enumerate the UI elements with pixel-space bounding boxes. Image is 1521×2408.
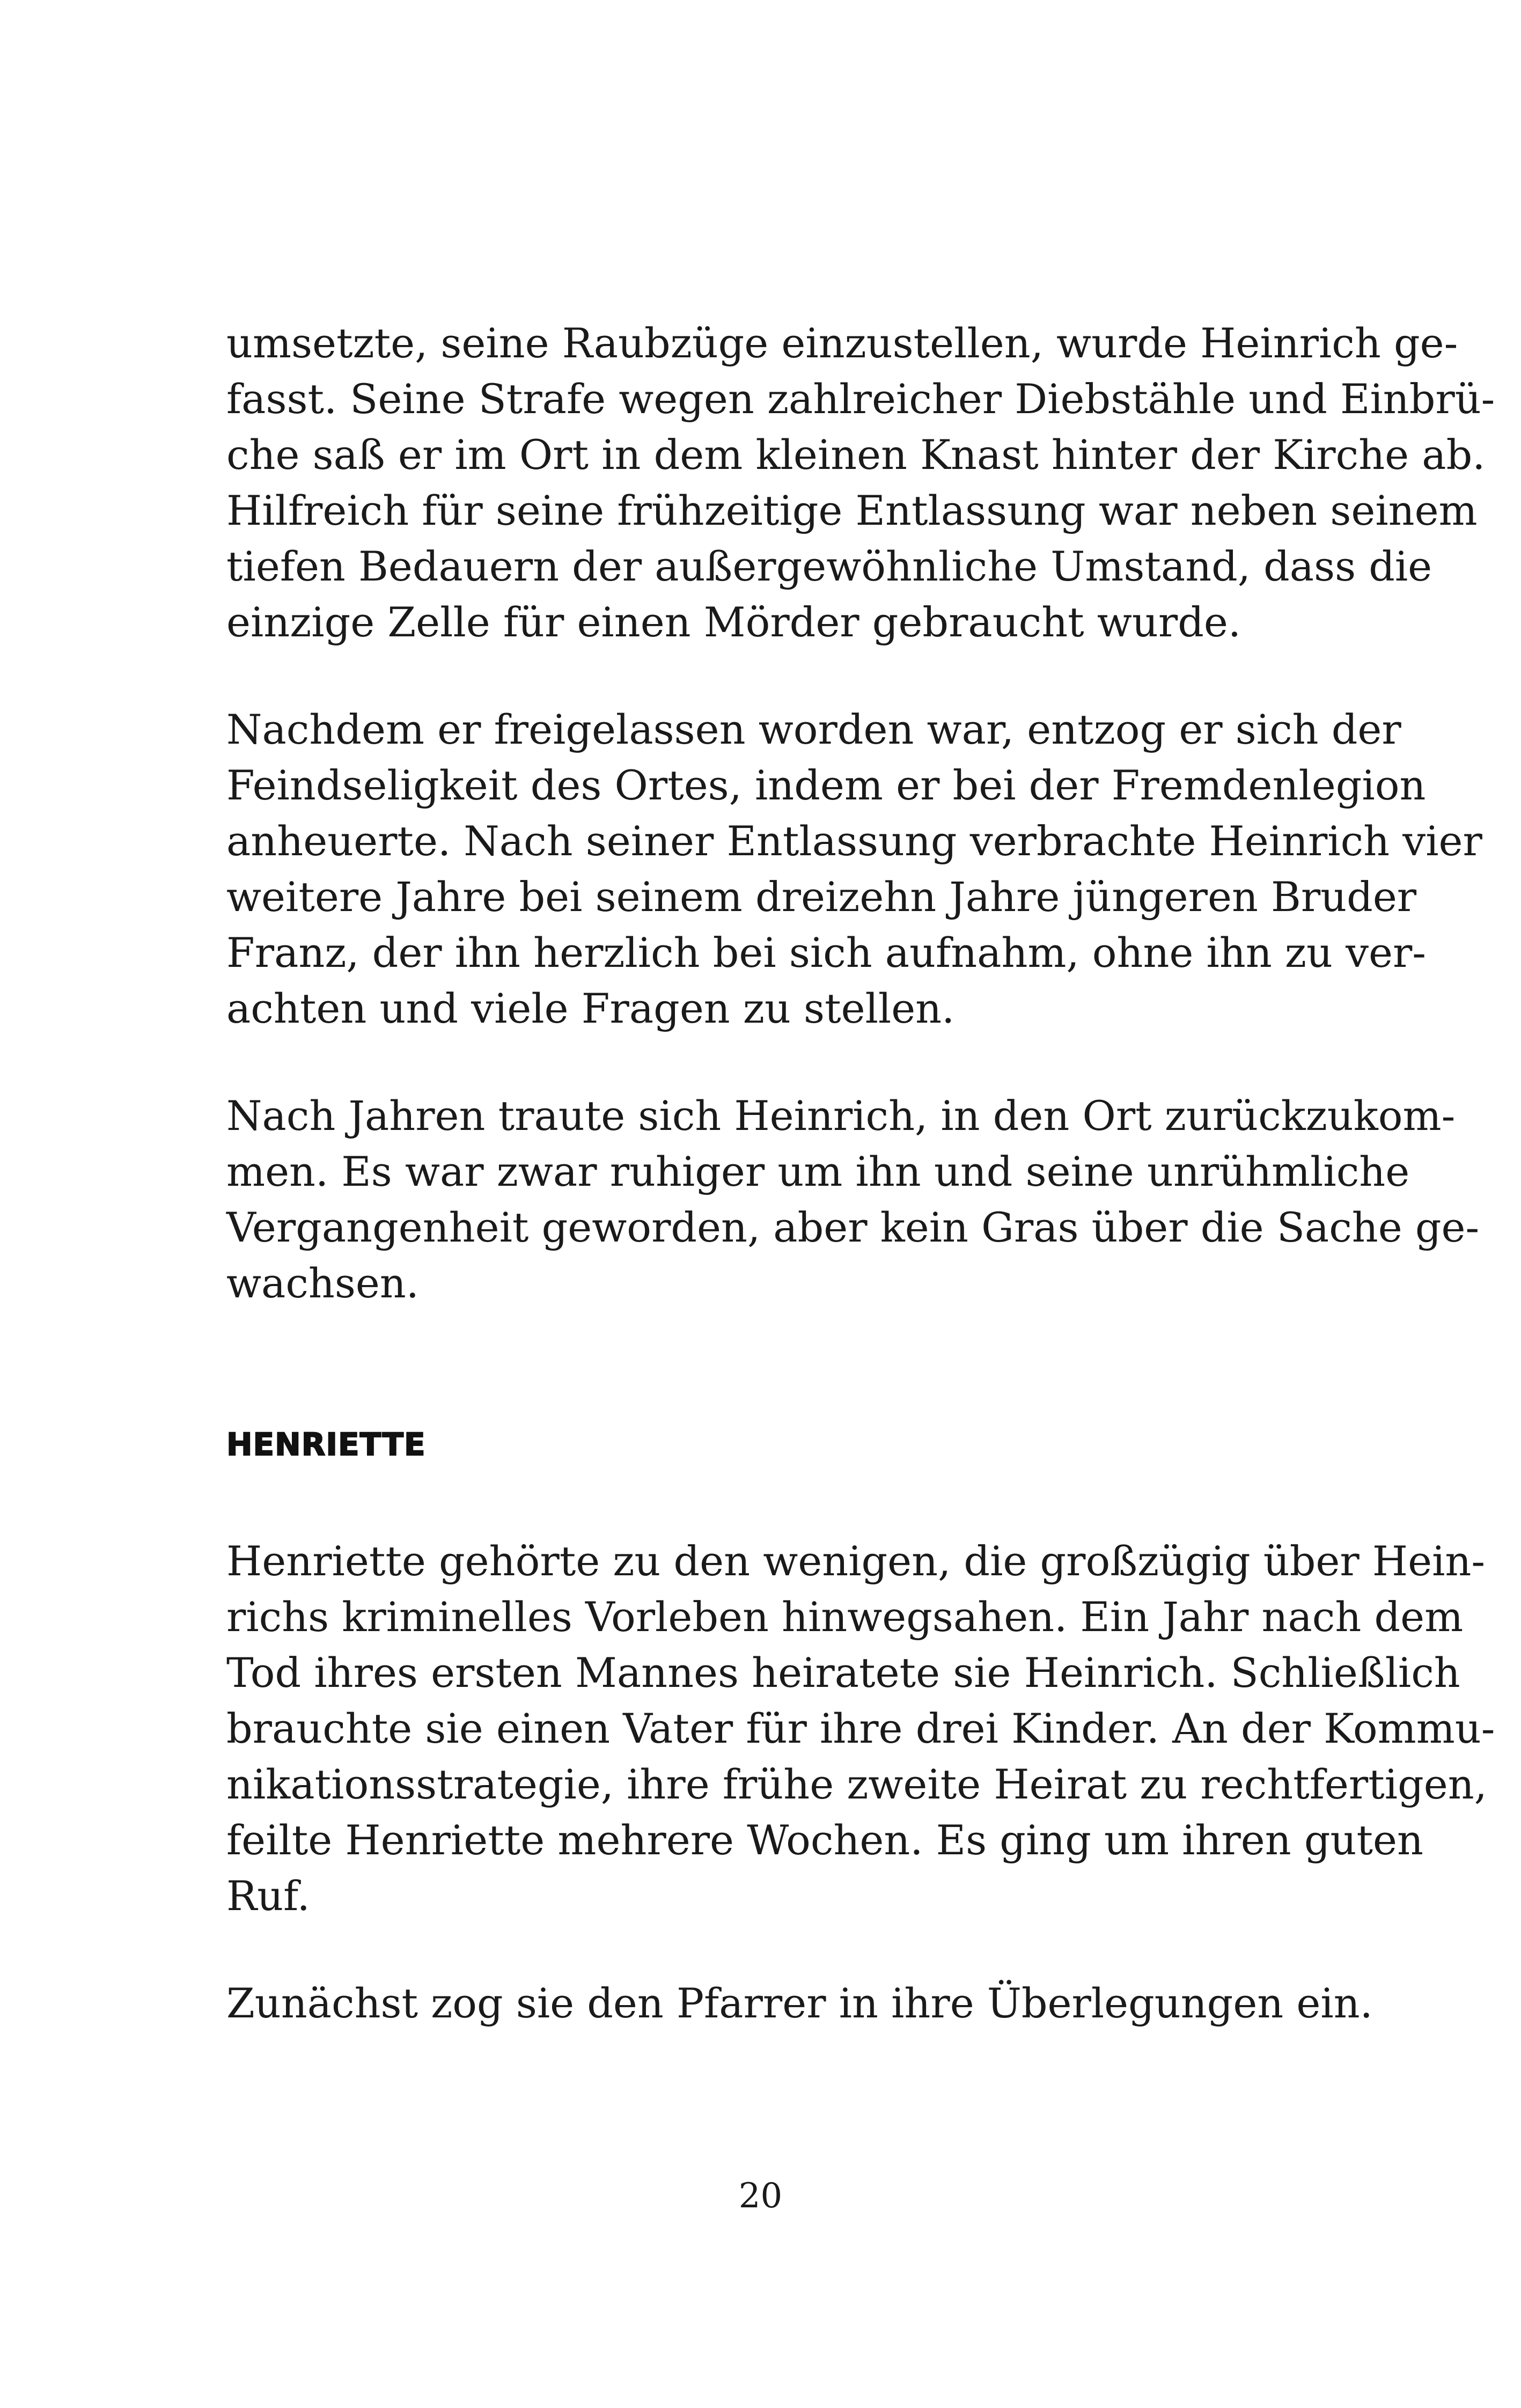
paragraph-line: richs kriminelles Vorleben hinwegsahen. Ein Jahr nach dem [226,1593,1464,1641]
paragraph-line: Nach Jahren traute sich Heinrich, in den Ort zurückzukom- [226,1092,1456,1140]
paragraph-line: Zunächst zog sie den Pfarrer in ihre Überlegungen ein. [226,1979,1373,2027]
paragraph-line: Tod ihres ersten Mannes heiratete sie Heinrich. Schließlich [226,1649,1460,1697]
paragraph-line: Feindseligkeit des Ortes, indem er bei der Fremdenlegion [226,761,1426,809]
paragraph-line: Nachdem er freigelassen worden war, entzog er sich der [226,706,1401,753]
paragraph-line: einzige Zelle für einen Mörder gebraucht wurde. [226,598,1241,646]
paragraph-line: nikationsstrategie, ihre frühe zweite Heirat zu rechtfertigen, [226,1760,1487,1808]
paragraph-line: feilte Henriette mehrere Wochen. Es ging um ihren guten [226,1816,1423,1864]
paragraph-line: achten und viele Fragen zu stellen. [226,985,955,1032]
paragraph-line: Henriette gehörte zu den wenigen, die großzügig über Hein- [226,1537,1486,1585]
paragraph-line: tiefen Bedauern der außergewöhnliche Umstand, dass die [226,542,1432,590]
paragraph-line: men. Es war zwar ruhiger um ihn und seine unrühmliche [226,1148,1410,1195]
paragraph-line: weitere Jahre bei seinem dreizehn Jahre jüngeren Bruder [226,873,1417,921]
paragraph-line: fasst. Seine Strafe wegen zahlreicher Diebstähle und Einbrü- [226,375,1495,423]
paragraph-line: che saß er im Ort in dem kleinen Knast hinter der Kirche ab. [226,431,1486,479]
page-number: 20 [738,2176,783,2216]
paragraph-line: umsetzte, seine Raubzüge einzustellen, wurde Heinrich ge- [226,319,1458,367]
paragraph-line: Vergangenheit geworden, aber kein Gras über die Sache ge- [226,1203,1480,1251]
paragraph-line: Hilfreich für seine frühzeitige Entlassung war neben seinem [226,487,1478,534]
paragraph-line: anheuerte. Nach seiner Entlassung verbrachte Heinrich vier [226,817,1482,865]
paragraph-line: Franz, der ihn herzlich bei sich aufnahm, ohne ihn zu ver- [226,929,1426,977]
paragraph-line: wachsen. [226,1259,419,1307]
paragraph-line: brauchte sie einen Vater für ihre drei Kinder. An der Kommu- [226,1705,1495,1752]
section-heading: HENRIETTE [226,1426,426,1463]
paragraph-line: Ruf. [226,1872,310,1920]
